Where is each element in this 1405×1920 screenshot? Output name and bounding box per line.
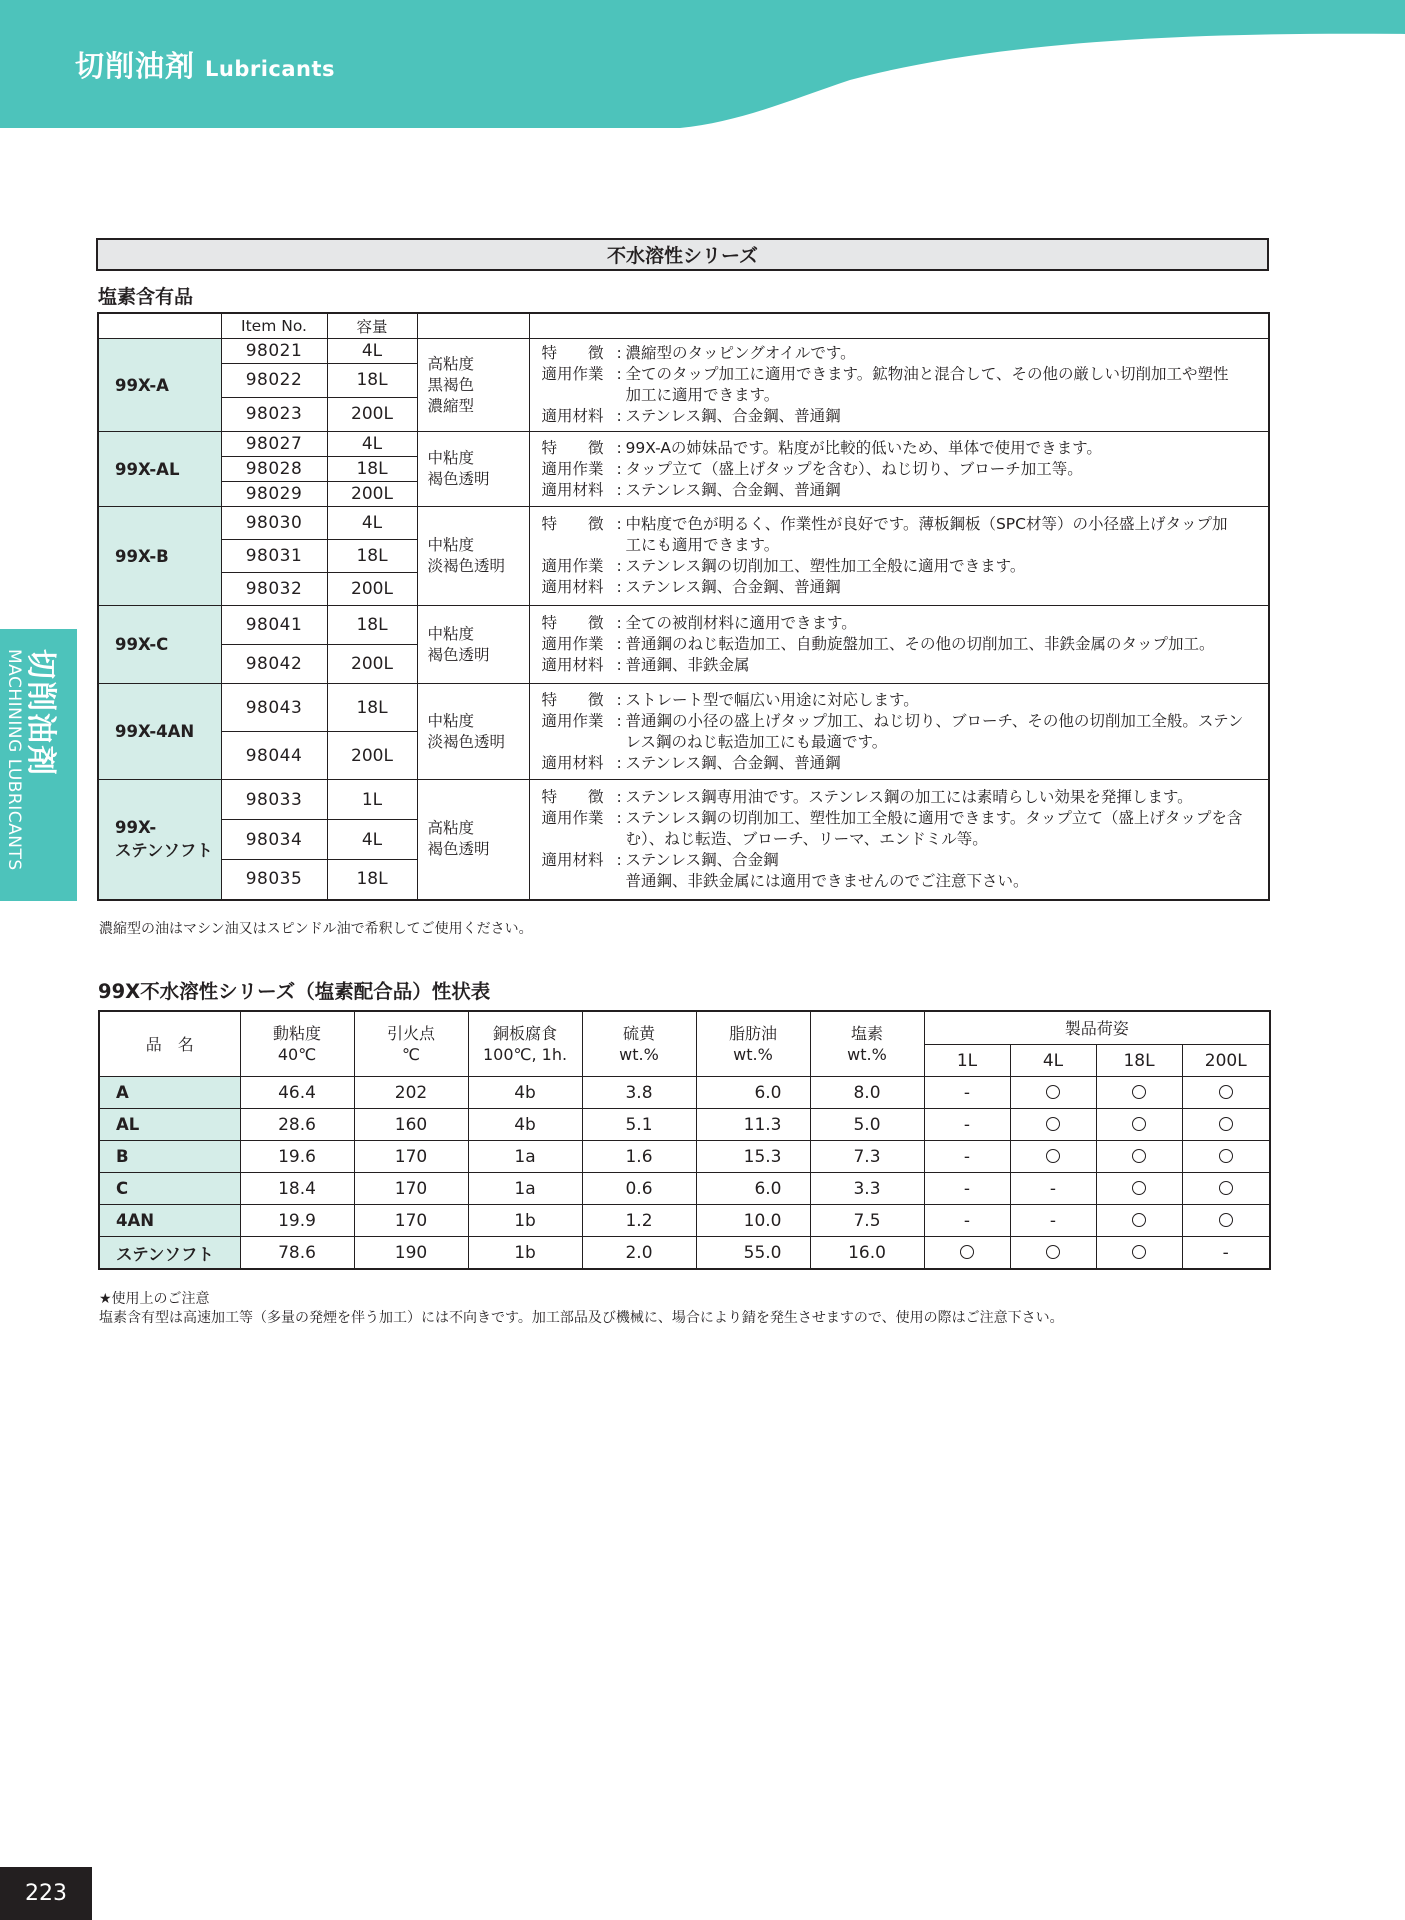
description-line: [542, 480, 1259, 501]
item-number: 98030: [221, 507, 327, 540]
description-label: 特 徴: [541, 614, 604, 632]
product-description: [529, 507, 1269, 606]
cell-flash: 170: [354, 1205, 468, 1237]
properties-row: [99, 1173, 1270, 1205]
item-number: 98021: [221, 339, 327, 364]
product-row: [98, 339, 1269, 364]
property-line: 中粘度: [427, 711, 475, 730]
item-volume: 18L: [327, 540, 417, 573]
description-text: ステンレス鋼の切削加工、塑性加工全般に適用できます。: [625, 557, 1026, 575]
description-label: 適用作業: [541, 635, 604, 653]
cell-package: [1010, 1237, 1096, 1270]
description-line: [542, 514, 1259, 535]
product-description: [529, 432, 1269, 507]
item-volume: 4L: [327, 432, 417, 457]
properties-row: [99, 1237, 1270, 1270]
header-fat-line2: wt.%: [733, 1045, 773, 1064]
product-description: [529, 606, 1269, 684]
description-label: 適用材料: [541, 578, 604, 596]
header-package-1l: 1L: [924, 1045, 1010, 1077]
property-line: 高粘度: [427, 354, 475, 373]
cell-chlorine: 3.3: [810, 1173, 924, 1205]
description-label: 特 徴: [541, 344, 604, 362]
description-continuation: 加工に適用できます。: [625, 386, 780, 404]
cell-chlorine: 8.0: [810, 1077, 924, 1109]
item-number: 98033: [221, 780, 327, 820]
cell-corrosion: 1b: [468, 1237, 582, 1270]
product-row: [98, 684, 1269, 732]
description-continuation: 工にも適用できます。: [625, 536, 780, 554]
description-continuation: む）、ねじ転造、ブローチ、リーマ、エンドミル等。: [625, 829, 988, 848]
product-properties: [417, 684, 529, 780]
side-tab-jp: 切削油剤: [23, 649, 58, 777]
cell-package: [1010, 1109, 1096, 1141]
description-line: [542, 711, 1259, 732]
cell-viscosity: 46.4: [240, 1077, 354, 1109]
available-circle-icon: [960, 1245, 974, 1259]
item-number: 98031: [221, 540, 327, 573]
cell-corrosion: 1a: [468, 1173, 582, 1205]
description-label: 適用材料: [541, 753, 604, 772]
cell-fat: 6.0: [696, 1173, 810, 1205]
item-volume: 4L: [327, 339, 417, 364]
side-tab: [0, 629, 77, 901]
description-line: [542, 613, 1259, 634]
item-number: 98032: [221, 573, 327, 606]
available-circle-icon: [1046, 1245, 1060, 1259]
cell-corrosion: 4b: [468, 1077, 582, 1109]
available-circle-icon: [1132, 1149, 1146, 1163]
description-label: 適用材料: [541, 656, 604, 674]
description-separator: :: [616, 850, 622, 869]
header-viscosity-line1: 動粘度: [272, 1024, 321, 1043]
item-volume: 200L: [327, 732, 417, 780]
item-number: 98027: [221, 432, 327, 457]
cell-fat: 10.0: [696, 1205, 810, 1237]
cell-fat: 6.0: [696, 1077, 810, 1109]
available-circle-icon: [1132, 1181, 1146, 1195]
row-product-name: A: [99, 1077, 240, 1109]
item-number: 98035: [221, 860, 327, 900]
available-circle-icon: [1219, 1149, 1233, 1163]
header-product-name: 品 名: [99, 1011, 240, 1077]
description-separator: :: [616, 635, 622, 653]
header-chlorine-line1: 塩素: [850, 1024, 883, 1043]
description-line: [542, 343, 1259, 364]
description-line: [542, 850, 1259, 871]
row-product-name: C: [99, 1173, 240, 1205]
description-separator: :: [616, 578, 622, 596]
series-banner: 不水溶性シリーズ: [96, 238, 1269, 271]
description-text: タップ立て（盛上げタップを含む）、ねじ切り、ブローチ加工等。: [625, 459, 1083, 478]
cell-package: [1096, 1173, 1182, 1205]
description-label: 特 徴: [541, 438, 604, 457]
property-line: 褐色透明: [427, 840, 490, 859]
description-label: 特 徴: [541, 787, 604, 806]
cell-fat: 55.0: [696, 1237, 810, 1270]
product-name: 99X-C: [98, 606, 221, 684]
cell-package: -: [924, 1173, 1010, 1205]
header-fatty-oil: [696, 1011, 810, 1077]
cell-package: -: [1010, 1205, 1096, 1237]
side-tab-en: MACHINING LUBRICANTS: [4, 649, 24, 871]
product-description: [529, 684, 1269, 780]
description-text: ステンレス鋼、合金鋼: [625, 850, 779, 869]
cell-viscosity: 78.6: [240, 1237, 354, 1270]
product-description: [529, 339, 1269, 432]
property-line: 褐色透明: [427, 470, 490, 488]
product-name: [98, 780, 221, 900]
product-row: [98, 606, 1269, 645]
available-circle-icon: [1046, 1149, 1060, 1163]
properties-row: [99, 1141, 1270, 1173]
available-circle-icon: [1219, 1213, 1233, 1227]
description-separator: :: [616, 365, 622, 383]
description-line: [542, 634, 1259, 655]
properties-row: [99, 1205, 1270, 1237]
item-number: 98023: [221, 397, 327, 431]
description-separator: :: [616, 711, 622, 730]
header-flash-line2: ℃: [402, 1045, 420, 1064]
description-separator: :: [616, 690, 622, 709]
cell-flash: 202: [354, 1077, 468, 1109]
description-label: 適用作業: [541, 365, 604, 383]
header-fat-line1: 脂肪油: [728, 1024, 777, 1043]
item-number: 98029: [221, 482, 327, 507]
description-text: 濃縮型のタッピングオイルです。: [625, 344, 856, 362]
description-separator: :: [616, 480, 622, 499]
row-product-name: AL: [99, 1109, 240, 1141]
description-separator: :: [616, 515, 622, 533]
cell-fat: 11.3: [696, 1109, 810, 1141]
item-number: 98044: [221, 732, 327, 780]
description-line: [542, 556, 1259, 577]
available-circle-icon: [1132, 1117, 1146, 1131]
header-sulfur: [582, 1011, 696, 1077]
cell-package: [1010, 1141, 1096, 1173]
cell-flash: 160: [354, 1109, 468, 1141]
description-label: 適用作業: [541, 808, 604, 827]
header-copper-corrosion: [468, 1011, 582, 1077]
available-circle-icon: [1046, 1117, 1060, 1131]
cell-sulfur: 1.6: [582, 1141, 696, 1173]
cell-corrosion: 1a: [468, 1141, 582, 1173]
cell-chlorine: 16.0: [810, 1237, 924, 1270]
properties-header-row: [99, 1011, 1270, 1045]
property-line: 濃縮型: [427, 396, 475, 415]
item-number: 98028: [221, 457, 327, 482]
description-line: [542, 459, 1259, 480]
cell-package: -: [1182, 1237, 1270, 1270]
description-label: 適用作業: [541, 711, 604, 730]
product-properties: [417, 432, 529, 507]
item-volume: 200L: [327, 482, 417, 507]
header-blank: [98, 313, 221, 339]
item-number: 98043: [221, 684, 327, 732]
description-text: ストレート型で幅広い用途に対応します。: [625, 690, 919, 709]
item-volume: 18L: [327, 364, 417, 397]
cell-chlorine: 7.3: [810, 1141, 924, 1173]
item-number: 98022: [221, 364, 327, 397]
available-circle-icon: [1132, 1213, 1146, 1227]
product-table: [97, 312, 1270, 901]
description-line: [542, 438, 1259, 459]
product-name-line: 99X-: [115, 817, 157, 837]
properties-row: [99, 1109, 1270, 1141]
product-properties: [417, 339, 529, 432]
usage-notes-title: ★使用上のご注意: [99, 1291, 210, 1307]
item-number: 98034: [221, 820, 327, 860]
usage-notes: [99, 1290, 1064, 1328]
description-text: ステンレス鋼、合金鋼、普通鋼: [625, 480, 841, 499]
product-row: [98, 432, 1269, 457]
available-circle-icon: [1219, 1117, 1233, 1131]
cell-sulfur: 5.1: [582, 1109, 696, 1141]
header-flash-point: [354, 1011, 468, 1077]
cell-package: [1182, 1141, 1270, 1173]
product-name: 99X-AL: [98, 432, 221, 507]
cell-package: -: [924, 1205, 1010, 1237]
description-continuation: レス鋼のねじ転造加工にも最適です。: [625, 732, 888, 751]
header-package-4l: 4L: [1010, 1045, 1096, 1077]
product-properties: [417, 780, 529, 900]
item-number: 98041: [221, 606, 327, 645]
header-package-18l: 18L: [1096, 1045, 1182, 1077]
cell-package: -: [924, 1109, 1010, 1141]
cell-package: [1182, 1109, 1270, 1141]
cell-package: -: [924, 1141, 1010, 1173]
product-name: 99X-B: [98, 507, 221, 606]
cell-package: [1096, 1109, 1182, 1141]
description-text: ステンレス鋼専用油です。ステンレス鋼の加工には素晴らしい効果を発揮します。: [625, 787, 1193, 806]
description-separator: :: [616, 656, 622, 674]
description-separator: :: [616, 459, 622, 478]
description-text: ステンレス鋼の切削加工、塑性加工全般に適用できます。タップ立て（盛上げタップを含: [625, 808, 1243, 827]
property-line: 中粘度: [427, 624, 475, 643]
description-label: 適用作業: [541, 459, 604, 478]
cell-package: -: [924, 1077, 1010, 1109]
cell-flash: 190: [354, 1237, 468, 1270]
description-line: [542, 787, 1259, 808]
item-volume: 200L: [327, 397, 417, 431]
product-name-line: ステンソフト: [115, 840, 213, 860]
cell-viscosity: 18.4: [240, 1173, 354, 1205]
item-volume: 200L: [327, 573, 417, 606]
description-text: ステンレス鋼、合金鋼、普通鋼: [625, 407, 841, 425]
cell-package: [1096, 1237, 1182, 1270]
description-separator: :: [616, 787, 622, 806]
cell-package: [924, 1237, 1010, 1270]
header-package-200l: 200L: [1182, 1045, 1270, 1077]
cell-package: [1096, 1205, 1182, 1237]
description-text: ステンレス鋼、合金鋼、普通鋼: [625, 578, 841, 596]
description-separator: :: [616, 344, 622, 362]
item-volume: 18L: [327, 684, 417, 732]
item-volume: 4L: [327, 820, 417, 860]
available-circle-icon: [1046, 1085, 1060, 1099]
header-corrosion-line2: 100℃, 1h.: [482, 1045, 568, 1064]
cell-package: [1010, 1077, 1096, 1109]
property-line: 淡褐色透明: [427, 557, 506, 575]
description-text: 普通鋼のねじ転造加工、自動旋盤加工、その他の切削加工、非鉄金属のタップ加工。: [625, 635, 1215, 653]
description-text: 99X-Aの姉妹品です。粘度が比較的低いため、単体で使用できます。: [625, 438, 1102, 457]
cell-package: [1096, 1141, 1182, 1173]
cell-viscosity: 19.6: [240, 1141, 354, 1173]
header-corrosion-line1: 銅板腐食: [492, 1024, 557, 1043]
properties-row: [99, 1077, 1270, 1109]
table-note: 濃縮型の油はマシン油又はスピンドル油で希釈してご使用ください。: [99, 921, 533, 937]
description-label: 適用材料: [541, 850, 604, 869]
cell-package: [1182, 1173, 1270, 1205]
header-viscosity-line2: 40℃: [277, 1045, 317, 1064]
product-properties: [417, 507, 529, 606]
description-line: [542, 406, 1259, 427]
header-item-no: Item No.: [221, 313, 327, 339]
property-line: 褐色透明: [427, 645, 490, 664]
cell-sulfur: 2.0: [582, 1237, 696, 1270]
header-title-en: Lubricants: [205, 57, 336, 81]
description-line: [542, 808, 1259, 829]
available-circle-icon: [1219, 1085, 1233, 1099]
row-product-name: ステンソフト: [99, 1237, 240, 1270]
description-label: 特 徴: [541, 690, 604, 709]
cell-sulfur: 0.6: [582, 1173, 696, 1205]
header-volume: 容量: [327, 313, 417, 339]
description-line: [542, 690, 1259, 711]
description-text: 中粘度で色が明るく、作業性が良好です。薄板鋼板（SPC材等）の小径盛上げタップ加: [625, 515, 1228, 533]
product-name: 99X-A: [98, 339, 221, 432]
header-sulfur-line1: 硫黄: [622, 1024, 655, 1043]
product-properties: [417, 606, 529, 684]
description-continuation: 普通鋼、非鉄金属には適用できませんのでご注意下さい。: [625, 871, 1029, 890]
product-row: [98, 507, 1269, 540]
product-table-header: [98, 313, 1269, 339]
cell-sulfur: 3.8: [582, 1077, 696, 1109]
description-label: 適用作業: [541, 557, 604, 575]
item-volume: 18L: [327, 860, 417, 900]
description-text: 普通鋼、非鉄金属: [625, 656, 750, 674]
cell-package: [1096, 1077, 1182, 1109]
description-label: 適用材料: [541, 480, 604, 499]
cell-package: [1182, 1205, 1270, 1237]
item-volume: 18L: [327, 457, 417, 482]
item-volume: 4L: [327, 507, 417, 540]
cell-corrosion: 4b: [468, 1109, 582, 1141]
description-line: [542, 655, 1259, 676]
header-title-jp: 切削油剤: [75, 49, 196, 83]
cell-package: [1182, 1077, 1270, 1109]
properties-table-body: [99, 1077, 1270, 1270]
property-line: 中粘度: [427, 536, 475, 554]
description-separator: :: [616, 407, 622, 425]
available-circle-icon: [1132, 1085, 1146, 1099]
cell-fat: 15.3: [696, 1141, 810, 1173]
usage-notes-text: 塩素含有型は高速加工等（多量の発煙を伴う加工）には不向きです。加工部品及び機械に、場合により錆を発生させますので、使用の際はご注意下さい。: [99, 1310, 1064, 1326]
description-text: 普通鋼の小径の盛上げタップ加工、ねじ切り、ブローチ、その他の切削加工全般。ステン: [625, 711, 1244, 730]
section-title-chlorine: 塩素含有品: [98, 286, 194, 308]
property-line: 中粘度: [427, 449, 475, 467]
description-separator: :: [616, 557, 622, 575]
description-text: ステンレス鋼、合金鋼、普通鋼: [625, 753, 841, 772]
cell-flash: 170: [354, 1173, 468, 1205]
description-separator: :: [616, 808, 622, 827]
header-blank: [417, 313, 529, 339]
header-chlorine-line2: wt.%: [847, 1045, 887, 1064]
cell-chlorine: 5.0: [810, 1109, 924, 1141]
header-package: 製品荷姿: [924, 1011, 1270, 1045]
product-name: 99X-4AN: [98, 684, 221, 780]
header-flash-line1: 引火点: [386, 1024, 435, 1043]
cell-sulfur: 1.2: [582, 1205, 696, 1237]
header-viscosity: [240, 1011, 354, 1077]
description-text: 全ての被削材料に適用できます。: [625, 614, 857, 632]
available-circle-icon: [1132, 1245, 1146, 1259]
page-number: 223: [0, 1867, 92, 1920]
cell-viscosity: 28.6: [240, 1109, 354, 1141]
description-line: [542, 753, 1259, 774]
description-separator: :: [616, 438, 622, 457]
description-separator: :: [616, 753, 622, 772]
properties-table: [98, 1010, 1271, 1270]
cell-flash: 170: [354, 1141, 468, 1173]
item-volume: 18L: [327, 606, 417, 645]
description-label: 特 徴: [541, 515, 604, 533]
item-volume: 1L: [327, 780, 417, 820]
header-sulfur-line2: wt.%: [619, 1045, 659, 1064]
header-blank: [529, 313, 1269, 339]
product-table-body: [98, 339, 1269, 900]
description-text: 全てのタップ加工に適用できます。鉱物油と混合して、その他の厳しい切削加工や塑性: [625, 365, 1229, 383]
item-volume: 200L: [327, 645, 417, 684]
row-product-name: 4AN: [99, 1205, 240, 1237]
cell-package: -: [1010, 1173, 1096, 1205]
property-line: 高粘度: [427, 819, 475, 838]
cell-chlorine: 7.5: [810, 1205, 924, 1237]
product-row: [98, 780, 1269, 820]
property-line: 黒褐色: [427, 375, 475, 394]
row-product-name: B: [99, 1141, 240, 1173]
item-number: 98042: [221, 645, 327, 684]
description-line: [542, 577, 1259, 598]
description-separator: :: [616, 614, 622, 632]
header-chlorine: [810, 1011, 924, 1077]
cell-corrosion: 1b: [468, 1205, 582, 1237]
available-circle-icon: [1219, 1181, 1233, 1195]
description-label: 適用材料: [541, 407, 604, 425]
section-title-properties: 99X不水溶性シリーズ（塩素配合品）性状表: [98, 980, 491, 1003]
description-line: [542, 364, 1259, 385]
header-title: [75, 44, 335, 85]
cell-viscosity: 19.9: [240, 1205, 354, 1237]
product-description: [529, 780, 1269, 900]
property-line: 淡褐色透明: [427, 732, 506, 751]
